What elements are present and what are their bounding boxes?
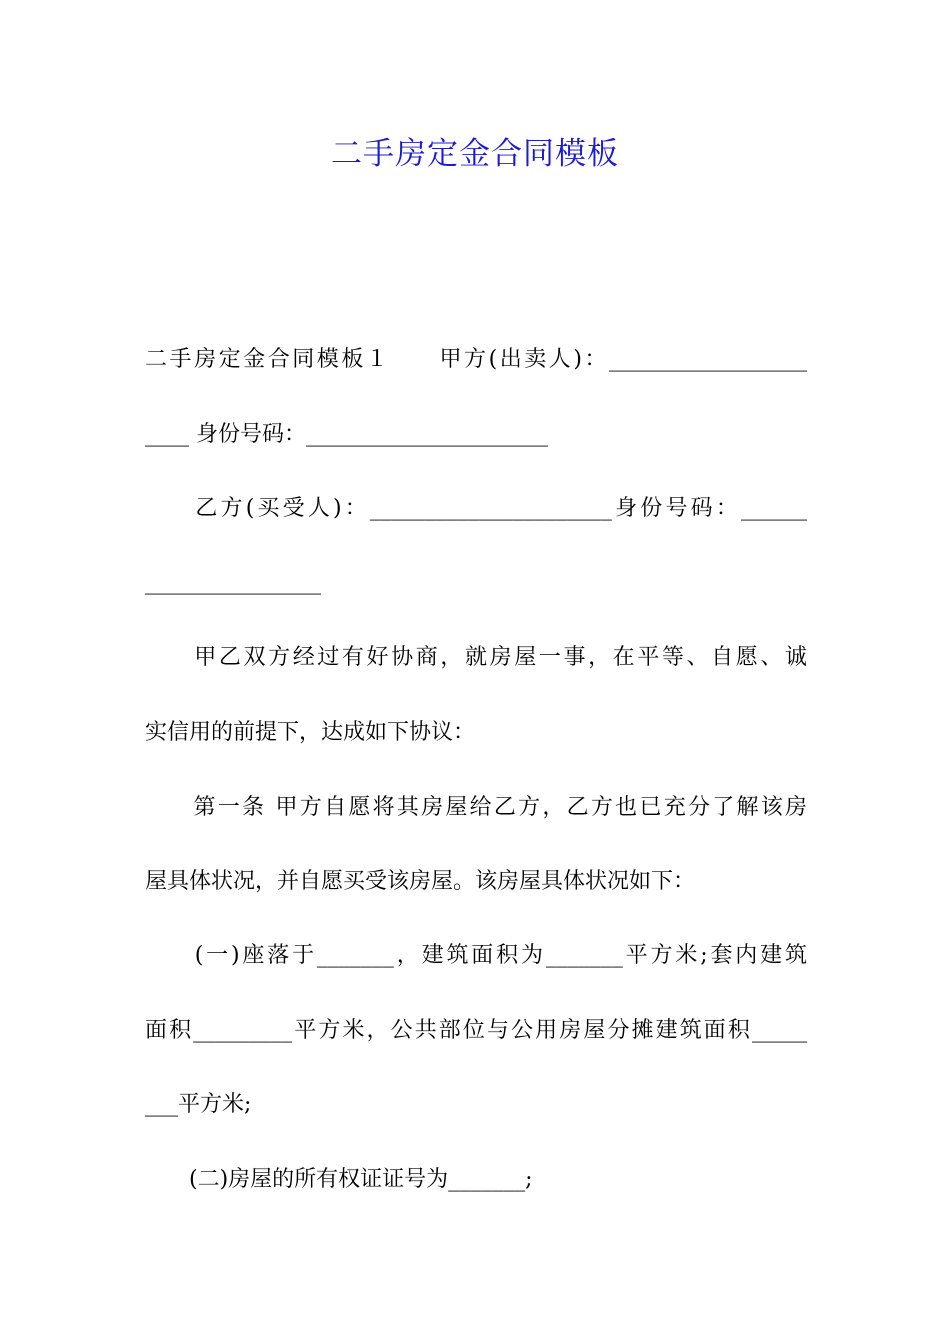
article-one-line-1: 第一条 甲方自愿将其房屋给乙方，乙方也已充分了解该房 <box>145 795 807 820</box>
preamble-line-1: 甲乙双方经过有好协商，就房屋一事，在平等、自愿、诚 <box>145 645 807 670</box>
party-a-id-line: ____ 身份号码：______________________ <box>145 422 548 447</box>
document-title: 二手房定金合同模板 <box>331 136 619 172</box>
article-one-line-2: 屋具体状况，并自愿买受该房屋。该房屋具体状况如下： <box>145 869 696 894</box>
preamble-line-2: 实信用的前提下，达成如下协议： <box>145 720 476 745</box>
item-one-line-1: (一)座落于_______，建筑面积为_______平方米;套内建筑 <box>145 943 807 968</box>
party-b-id-continuation: ________________ <box>145 570 321 595</box>
item-one-line-3: ___平方米; <box>145 1092 252 1117</box>
party-b-line: 乙方(买受人)：______________________身份号码：______ <box>145 496 807 521</box>
item-one-line-2: 面积_________平方米，公共部位与公用房屋分摊建筑面积_____ <box>145 1018 807 1043</box>
party-a-line: 二手房定金合同模板１ 甲方(出卖人)：__________________ <box>145 347 807 372</box>
item-two-line: (二)房屋的所有权证证号为_______; <box>145 1167 533 1192</box>
